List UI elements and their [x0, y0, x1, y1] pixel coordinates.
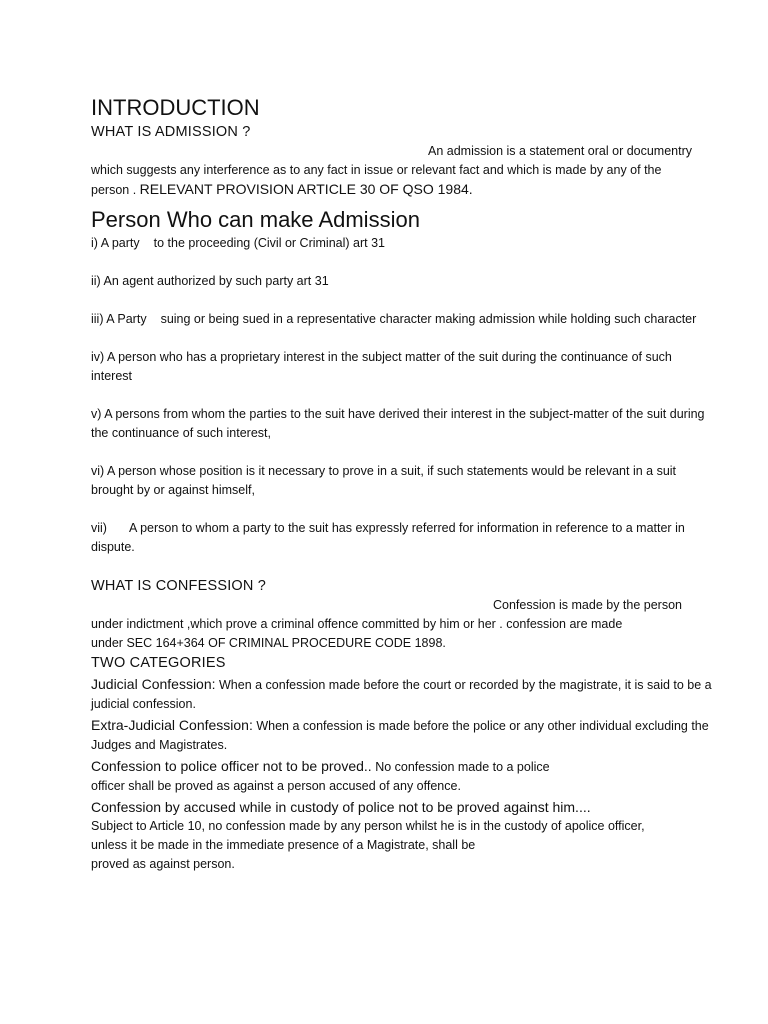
extra-judicial-confession [91, 716, 716, 755]
admission-line-3-start: person . [91, 183, 140, 197]
judicial-text: When a confession made before the court or recorded by the magistrate, it is said to be a judicial confession. [91, 678, 712, 711]
extra-judicial-label: Extra-Judicial Confession: [91, 717, 253, 733]
custody-label: Confession by accused while in custody of police not to be proved against him.... [91, 799, 591, 815]
police-officer-confession [91, 757, 716, 796]
custody-confession [91, 798, 716, 874]
police-officer-text-1: No confession made to a police [375, 760, 550, 774]
custody-text-3: proved as against person. [91, 857, 235, 871]
list-item: ii) An agent authorized by such party art 31 [91, 274, 329, 288]
categories-heading: TWO CATEGORIES [91, 655, 226, 671]
extra-judicial-text: When a confession is made before the police or any other individual excluding the Judges and Magistrates. [91, 719, 709, 752]
document-content [91, 94, 716, 874]
confession-line-3: under SEC 164+364 OF CRIMINAL PROCEDURE CODE 1898. [91, 636, 446, 650]
confession-line-2: under indictment ,which prove a criminal offence committed by him or her . confession are made [91, 617, 623, 631]
list-item: i) A party to the proceeding (Civil or Criminal) art 31 [91, 236, 385, 250]
list-item: iii) A Party suing or being sued in a representative character making admission while holding such character [91, 312, 697, 326]
page-title: INTRODUCTION [91, 95, 260, 120]
list-item: vii) A person to whom a party to the suit has expressly referred for information in reference to a matter in dispute. [91, 521, 685, 554]
custody-text-1: Subject to Article 10, no confession made by any person whilst he is in the custody of apolice officer, [91, 819, 645, 833]
admission-heading: WHAT IS ADMISSION ? [91, 124, 251, 140]
police-officer-text-2: officer shall be proved as against a person accused of any offence. [91, 779, 461, 793]
police-officer-label: Confession to police officer not to be proved.. [91, 758, 372, 774]
persons-heading: Person Who can make Admission [91, 207, 420, 232]
judicial-label: Judicial Confession: [91, 676, 216, 692]
custody-text-2: unless it be made in the immediate presence of a Magistrate, shall be [91, 838, 476, 852]
confession-definition [91, 596, 716, 653]
admission-definition [91, 142, 716, 200]
relevant-provision: RELEVANT PROVISION ARTICLE 30 OF QSO 1984. [139, 181, 473, 197]
confession-line-1: Confession is made by the person [493, 598, 682, 612]
admission-line-1: An admission is a statement oral or documentry [428, 144, 693, 158]
list-item: v) A persons from whom the parties to the suit have derived their interest in the subject-matter of the suit during the continuance of such interest, [91, 407, 705, 440]
confession-heading: WHAT IS CONFESSION ? [91, 578, 267, 594]
judicial-confession [91, 675, 716, 714]
admission-line-2: which suggests any interference as to any fact in issue or relevant fact and which is made by any of the [91, 163, 662, 177]
list-item: iv) A person who has a proprietary interest in the subject matter of the suit during the continuance of such interest [91, 350, 672, 383]
list-item: vi) A person whose position is it necessary to prove in a suit, if such statements would be relevant in a suit brought by or against himself, [91, 464, 677, 497]
